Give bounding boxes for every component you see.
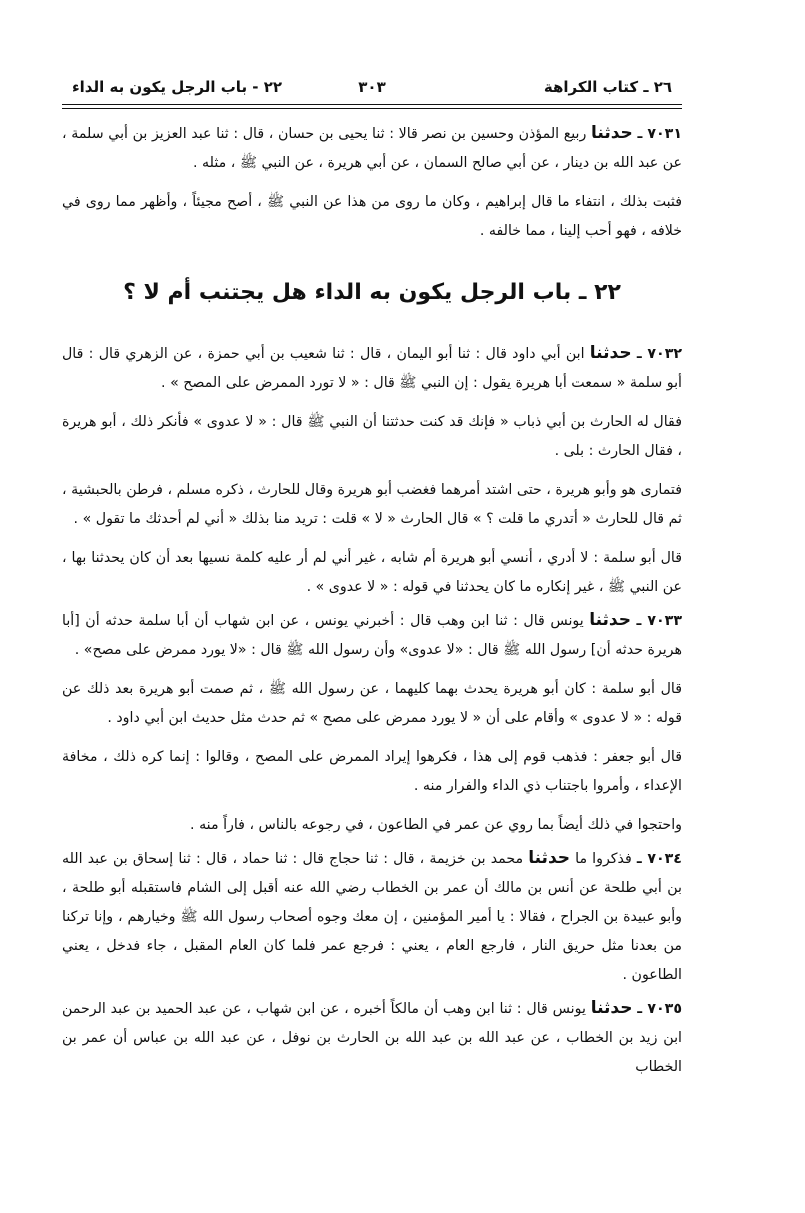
hadathana-word: حدثنا bbox=[590, 998, 633, 1018]
hadith-7033 bbox=[62, 606, 682, 840]
header-rule bbox=[62, 108, 682, 109]
hadathana-word: حدثنا bbox=[589, 343, 632, 363]
hadith-number: ٧٠٣٥ ـ bbox=[637, 1001, 682, 1017]
hadathana-word: حدثنا bbox=[528, 848, 571, 868]
hadith-paragraph bbox=[62, 119, 682, 178]
hadith-text: محمد بن خزيمة ، قال : ثنا حجاج قال : ثنا حماد ، قال : ثنا إسحاق بن عبد الله بن أبي طلحة عن أنس بن مالك أن عمر بن الخطاب رضي الله عنه أقبل إلى الشام فاستقبله أبو طلحة ، وأبو عبيدة بن الجراح ، فقالا : يا أمير المؤمنين ، إن معك وجوه أصحاب رسول الله ﷺ وخيارهم ، وإنا تركنا من بعدنا مثل حريق النار ، فارجع العام ، يعني : فرجع عمر فلما كان العام المقبل ، جاء فدخل ، يعني الطاعون . bbox=[62, 851, 682, 983]
hadith-paragraph: قال أبو سلمة : لا أدري ، أنسي أبو هريرة أم شابه ، غير أني لم أر عليه كلمة نسيها بعد أن كان يحدثنا بها ، عن النبي ﷺ ، غير إنكاره ما كان يحدثنا في قوله : « لا عدوى » . bbox=[62, 550, 682, 595]
hadith-text: يونس قال : ثنا ابن وهب أن مالكاً أخبره ، عن ابن شهاب ، عن عبد الحميد بن عبد الرحمن ابن زيد بن الخطاب ، عن عبد الله بن عبد الله بن الحارث بن نوفل ، عن عبد الله بن عباس أن عمر بن الخطاب bbox=[62, 1001, 682, 1075]
hadith-text: ابن أبي داود قال : ثنا أبو اليمان ، قال : ثنا شعيب بن أبي حمزة ، عن الزهري قال : قال أبو سلمة « سمعت أبا هريرة يقول : إن النبي ﷺ قال : « لا تورد الممرض على المصح » . bbox=[62, 346, 682, 391]
hadith-prefix: فذكروا ما bbox=[575, 851, 632, 867]
commentary-paragraph: فثبت بذلك ، انتفاء ما قال إبراهيم ، وكان ما روى من هذا عن النبي ﷺ ، أصح مجيئاً ، وأظهر مما روى في خلافه ، فهو أحب إلينا ، مما خالفه . bbox=[62, 194, 682, 239]
commentary-paragraph: قال أبو جعفر : فذهب قوم إلى هذا ، فكرهوا إيراد الممرض على المصح ، وقالوا : إنما كره ذلك ، مخافة الإعداء ، وأمروا باجتناب ذي الداء والفرار منه . bbox=[62, 749, 682, 794]
hadith-paragraph bbox=[62, 339, 682, 398]
hadith-text: ربيع المؤذن وحسين بن نصر قالا : ثنا يحيى بن حسان ، قال : ثنا عبد العزيز بن أبي سلمة ، عن عبد الله بن دينار ، عن أبي صالح السمان ، عن أبي هريرة ، عن النبي ﷺ ، مثله . bbox=[62, 126, 682, 171]
hadith-text: يونس قال : ثنا ابن وهب قال : أخبرني يونس ، عن ابن شهاب أن أبا سلمة حدثه أن [أبا هريرة حدثه أن] رسول الله ﷺ قال : «لا عدوى» وأن رسول الله ﷺ قال : «لا يورد ممرض على مصح» . bbox=[62, 613, 682, 658]
header-chapter-title: ٢٢ - باب الرجل يكون به الداء bbox=[72, 78, 283, 96]
hadith-number: ٧٠٣٣ ـ bbox=[636, 613, 682, 629]
hadith-7031 bbox=[62, 119, 682, 246]
hadith-number: ٧٠٣٢ ـ bbox=[636, 346, 683, 362]
hadith-paragraph: قال أبو سلمة : كان أبو هريرة يحدث بهما كليهما ، عن رسول الله ﷺ ، ثم صمت أبو هريرة بعد ذلك عن قوله : « لا عدوى » وأقام على أن « لا يورد ممرض على مصح » ثم حدث مثل حديث ابن أبي داود . bbox=[62, 681, 682, 726]
hadith-7034 bbox=[62, 844, 682, 990]
hadith-number: ٧٠٣١ ـ bbox=[637, 126, 682, 142]
hadith-paragraph: فتمارى هو وأبو هريرة ، حتى اشتد أمرهما فغضب أبو هريرة وقال للحارث ، ذكره مسلم ، فرطن بالحبشية ، ثم قال للحارث « أتدري ما قلت ؟ » قال الحارث « لا » قلت : تريد منا بذلك « أني لم أحدثك ما تقول » . bbox=[62, 482, 682, 527]
hadith-paragraph bbox=[62, 606, 682, 665]
hadathana-word: حدثنا bbox=[589, 610, 631, 630]
hadathana-word: حدثنا bbox=[591, 123, 633, 143]
commentary-paragraph: واحتجوا في ذلك أيضاً بما روي عن عمر في الطاعون ، في رجوعه بالناس ، فاراً منه . bbox=[190, 817, 682, 833]
hadith-paragraph bbox=[62, 994, 682, 1082]
document-page bbox=[62, 70, 682, 1082]
page-number: ٣٠٣ bbox=[358, 78, 386, 96]
header-book-title: ٢٦ ـ كتاب الكراهة bbox=[543, 78, 672, 96]
hadith-7035 bbox=[62, 994, 682, 1082]
chapter-title: ٢٢ ـ باب الرجل يكون به الداء هل يجتنب أم لا ؟ bbox=[123, 280, 621, 305]
hadith-7032 bbox=[62, 339, 682, 602]
hadith-paragraph: فقال له الحارث بن أبي ذباب « فإنك قد كنت حدثتنا أن النبي ﷺ قال : « لا عدوى » فأنكر ذلك ، أبو هريرة ، فقال الحارث : بلى . bbox=[62, 414, 682, 459]
page-header bbox=[62, 70, 682, 105]
hadith-paragraph bbox=[62, 844, 682, 990]
hadith-number: ٧٠٣٤ ـ bbox=[636, 851, 682, 867]
